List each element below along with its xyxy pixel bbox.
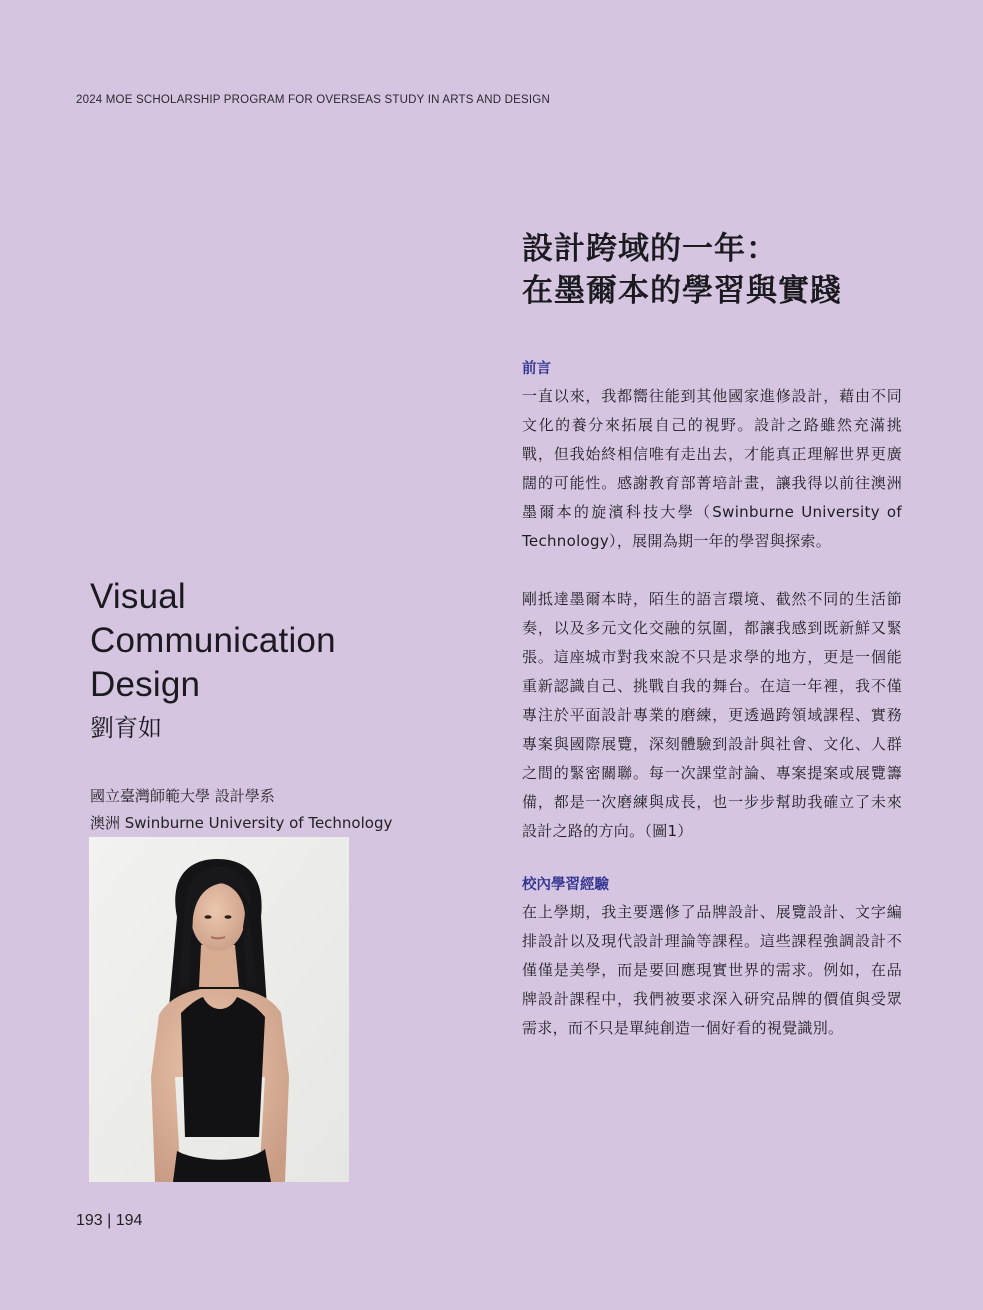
article-title-line: 在墨爾本的學習與實踐 [522, 273, 842, 309]
host-institution: 澳洲 Swinburne University of Technology [90, 814, 393, 832]
department-title-line: Visual [90, 577, 186, 616]
article-title-line: 設計跨域的一年： [522, 231, 778, 267]
department-title-line: Communication [90, 621, 336, 660]
student-name: 劉育如 [90, 714, 162, 742]
student-portrait [89, 837, 349, 1182]
paragraph: 剛抵達墨爾本時，陌生的語言環境、截然不同的生活節奏，以及多元文化交融的氛圍，都讓我感到既新鮮又緊張。這座城市對我來說不只是求學的地方，更是一個能重新認識自己、挑戰自我的舞台。在這一年裡，我不僅專注於平面設計專業的磨練，更透過跨領域課程、實務專案與國際展覽，深刻體驗到設計與社會、文化、人群之間的緊密關聯。每一次課堂討論、專案提案或展覽籌備，都是一次磨練與成長，也一步步幫助我確立了未來設計之路的方向。（圖1） [522, 590, 902, 840]
section-heading-introduction: 前言 [522, 361, 551, 377]
department-title-line: Design [90, 665, 201, 704]
home-institution: 國立臺灣師範大學 設計學系 [90, 787, 275, 805]
article-column [522, 228, 902, 1043]
section-heading-campus-learning: 校內學習經驗 [522, 877, 609, 893]
paragraph: 一直以來，我都嚮往能到其他國家進修設計，藉由不同文化的養分來拓展自己的視野。設計之路雖然充滿挑戰，但我始終相信唯有走出去，才能真正理解世界更廣闊的可能性。感謝教育部菁培計畫，讓我得以前往澳洲墨爾本的旋濱科技大學（Swinburne University of Technology），展開為期一年的學習與探索。 [522, 387, 902, 550]
paragraph: 在上學期，我主要選修了品牌設計、展覽設計、文字編排設計以及現代設計理論等課程。這些課程強調設計不僅僅是美學，而是要回應現實世界的需求。例如，在品牌設計課程中，我們被要求深入研究品牌的價值與受眾需求，而不只是單純創造一個好看的視覺識別。 [522, 903, 902, 1037]
article-title [522, 228, 902, 312]
profile-block [90, 575, 450, 837]
page-numbers: 193 | 194 [76, 1212, 143, 1229]
affiliations [90, 783, 450, 837]
program-header: 2024 MOE SCHOLARSHIP PROGRAM FOR OVERSEAS STUDY IN ARTS AND DESIGN [76, 94, 550, 106]
department-title [90, 575, 450, 707]
